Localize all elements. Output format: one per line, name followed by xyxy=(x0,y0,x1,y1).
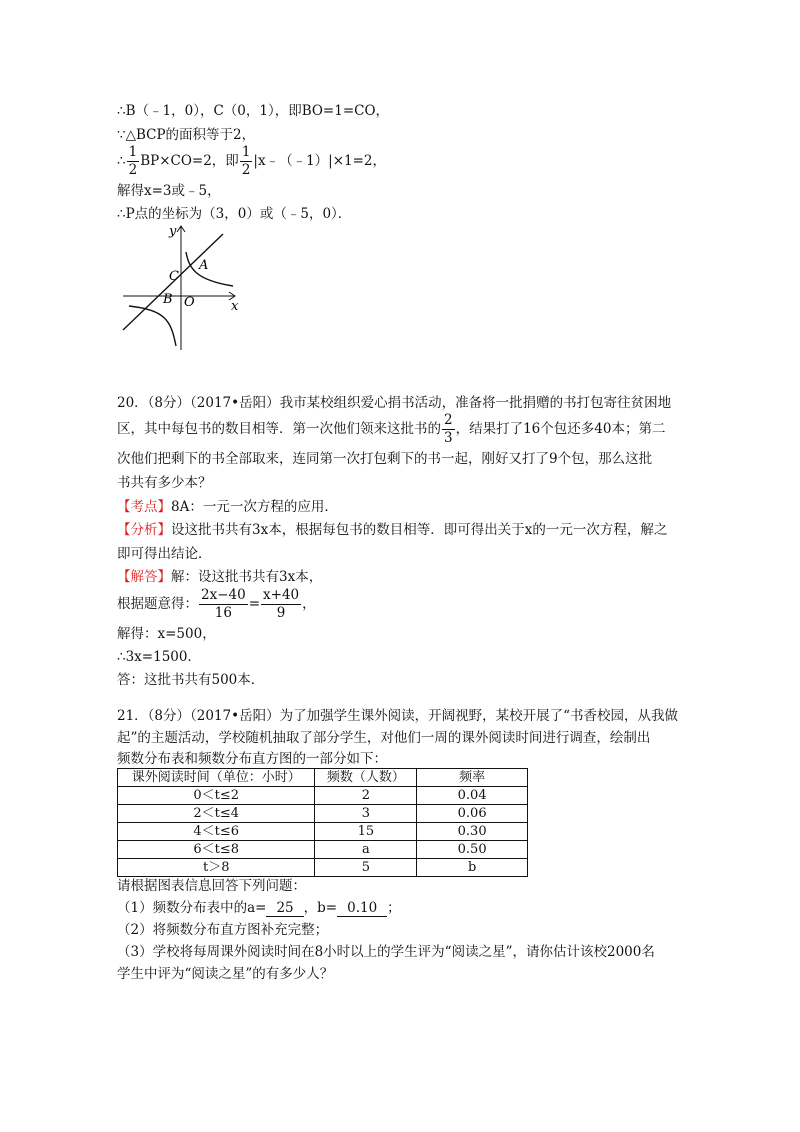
q20-line-2-post: ，结果打了16个包还多40本；第二 xyxy=(455,421,666,437)
fenxi-text: 设这批书共有3x本，根据每包书的数目相等．即可得出关于x的一元一次方程，解之 xyxy=(171,522,668,538)
part-1-post: ； xyxy=(387,900,401,916)
solution-line-3-post: |x﹣（﹣1）|×1=2， xyxy=(253,153,387,169)
part-1-pre: （1）频数分布表中的a= xyxy=(117,900,267,916)
point-a-label: A xyxy=(199,258,209,273)
table-cell: 0.50 xyxy=(417,841,528,859)
function-graph xyxy=(115,222,245,354)
q20-line-1: 20．（8分）（2017•岳阳）我市某校组织爱心捐书活动，准备将一批捐赠的书打包寄往贫困地 xyxy=(117,395,672,411)
table-cell: 4＜t≤6 xyxy=(118,823,315,841)
equation-pre: 根据题意得： xyxy=(117,596,198,612)
q21-part-2: （2）将频数分布直方图补充完整； xyxy=(117,922,329,938)
equals-sign: = xyxy=(248,596,261,612)
table-cell: t＞8 xyxy=(118,859,315,877)
table-cell: 3 xyxy=(315,805,417,823)
x-label: x xyxy=(231,299,239,314)
q20-fenxi xyxy=(117,519,667,541)
q20-line-2-pre: 区，其中每包书的数目相等．第一次他们领来这批书的 xyxy=(117,421,441,437)
solution-line-3 xyxy=(117,142,386,180)
table-cell: 0.04 xyxy=(417,787,528,805)
table-cell: 0.30 xyxy=(417,823,528,841)
header-cell: 频率 xyxy=(417,769,528,787)
hyperbola-branch-2 xyxy=(129,306,176,346)
q20-equation xyxy=(117,584,316,624)
q21-part-1 xyxy=(117,897,401,919)
kaodian-tag: 【考点】 xyxy=(117,499,171,515)
table-cell: a xyxy=(315,841,417,859)
hyperbola-branch-1 xyxy=(186,252,233,286)
kaodian-text: 8A：一元一次方程的应用． xyxy=(171,499,338,515)
solution-line-2: ∵△BCP的面积等于2， xyxy=(117,127,256,143)
header-cell: 课外阅读时间（单位：小时） xyxy=(118,769,315,787)
q20-line-2 xyxy=(117,410,665,448)
header-cell: 频数（人数） xyxy=(315,769,417,787)
table-cell: 2＜t≤4 xyxy=(118,805,315,823)
table-header-row xyxy=(118,769,528,787)
q21-line-2: 起”的主题活动，学校随机抽取了部分学生，对他们一周的课外阅读时间进行调查，绘制出 xyxy=(117,730,651,746)
q20-line-4: 书共有多少本？ xyxy=(117,475,212,491)
table-row xyxy=(118,841,528,859)
q20-kaodian xyxy=(117,496,338,518)
part-1-mid: ，b= xyxy=(303,900,338,916)
answer-b: 0.10 xyxy=(337,900,387,917)
solution-line-3-mid: BP×CO=2，即 xyxy=(140,153,239,169)
q20-step-1: 解得：x=500， xyxy=(117,626,216,642)
table-cell: 0.06 xyxy=(417,805,528,823)
fraction-half-2: $\frac{1}{2}$ xyxy=(241,143,251,178)
table-cell: 5 xyxy=(315,859,417,877)
point-c-label: C xyxy=(169,269,179,284)
frequency-table xyxy=(117,768,528,877)
q21-part-3-line-2: 学生中评为“阅读之星”的有多少人？ xyxy=(117,966,334,982)
y-label: y xyxy=(169,224,177,239)
equation-post: ， xyxy=(302,596,316,612)
table-row xyxy=(118,787,528,805)
solution-line-5: ∴P点的坐标为（3，0）或（﹣5，0）． xyxy=(117,206,352,222)
jieda-text: 解：设这批书共有3x本， xyxy=(171,569,323,585)
table-row xyxy=(118,805,528,823)
origin-label: O xyxy=(184,295,195,310)
q21-part-3-line-1: （3）学校将每周课外阅读时间在8小时以上的学生评为“阅读之星”，请你估计该校2000名 xyxy=(117,944,655,960)
table-row xyxy=(118,859,528,877)
table-row xyxy=(118,823,528,841)
fenxi-tag: 【分析】 xyxy=(117,522,171,538)
solution-line-1: ∴B（﹣1，0），C（0，1），即BO=1=CO， xyxy=(117,103,390,119)
table-cell: 15 xyxy=(315,823,417,841)
q20-fenxi-line-2: 即可得出结论． xyxy=(117,546,212,562)
fraction-right: $\frac{x+40}{9}$ xyxy=(263,586,300,621)
table-cell: 0＜t≤2 xyxy=(118,787,315,805)
solution-line-4: 解得x=3或﹣5， xyxy=(117,183,221,199)
jieda-tag: 【解答】 xyxy=(117,569,171,585)
q21-line-3: 频数分布表和频数分布直方图的一部分如下： xyxy=(117,751,387,767)
q20-step-2: ∴3x=1500． xyxy=(117,649,201,665)
therefore-symbol: ∴ xyxy=(117,153,126,169)
q20-answer: 答：这批书共有500本． xyxy=(117,672,265,688)
q21-line-1: 21．（8分）（2017•岳阳）为了加强学生课外阅读，开阔视野，某校开展了“书香校园，从我做 xyxy=(117,708,678,724)
table-cell: 6＜t≤8 xyxy=(118,841,315,859)
q20-line-3: 次他们把剩下的书全部取来，连同第一次打包剩下的书一起，刚好又打了9个包，那么这批 xyxy=(117,451,653,467)
table-cell: 2 xyxy=(315,787,417,805)
answer-a: 25 xyxy=(266,900,303,917)
q21-ask: 请根据图表信息回答下列问题： xyxy=(117,878,306,894)
point-b-label: B xyxy=(163,292,173,307)
fraction-two-thirds: $\frac{2}{3}$ xyxy=(444,411,453,446)
fraction-left: $\frac{2x-40}{16}$ xyxy=(201,586,246,621)
fraction-half-1: $\frac{1}{2}$ xyxy=(128,143,138,178)
table-cell: b xyxy=(417,859,528,877)
